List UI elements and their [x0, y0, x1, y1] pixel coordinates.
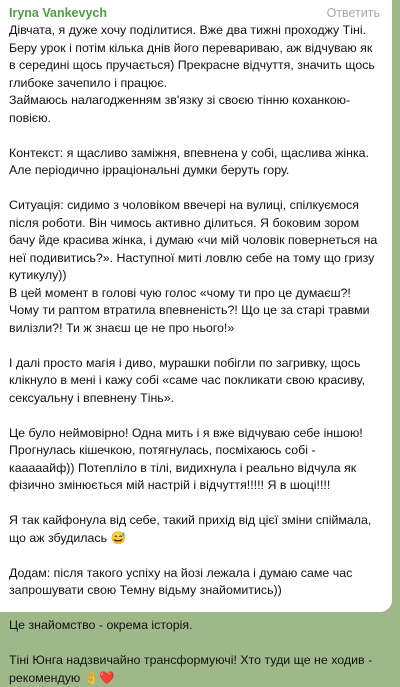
paragraph-magic: І далі просто магія і диво, мурашки побігли по загривку, щось клікнуло в мені і кажу собі «саме час покликати свою красиву, сексуальну і впевнену Тінь». [9, 355, 366, 405]
message-header [9, 4, 382, 21]
paragraph-addition: Додам: після такого успіху на йозі лежала і думаю саме час запрошувати свою Темну відьму знайомитись)) [9, 565, 353, 597]
sender-name[interactable]: Iryna Vankevych [9, 5, 107, 20]
paragraph-situation: Ситуація: сидимо з чоловіком ввечері на вулиці, спілкуємося після роботи. Він чимось активно ділиться. Я боковим зором бачу йде красива жінка, і думаю «чи мій чоловік повернеться на неї подивитись?». Наступної миті ловлю себе на тому що гризу кутикулу)) В цей момент в голові чую голос «чому ти про це думаєш?! Чому ти раптом втратила впевненість?! Що це за старі травми вилізли?! Ти ж знаєш це не про нього!» [9, 198, 378, 335]
paragraph-context: Контекст: я щасливо заміжня, впевнена у собі, щаслива жінка. Але періодично ірраціональні думки беруть гору. [9, 145, 370, 177]
paragraph-incredible: Це було неймовірно! Одна мить і я вже відчуваю себе іншою! Прогнулась кішечкою, потягнулась, посміхаюсь собі - кааааайф)) Потепліло в тілі, видихнула і реально відчула як фізично змінюється мій настрій і відчуття!!!!! Я в шоці!!!! [9, 425, 363, 492]
paragraph-enjoyed: Я так кайфонула від себе, такий прихід від цієї зміни спіймала, що аж збудилась 😅 [9, 513, 372, 545]
message-text [9, 22, 382, 687]
reply-button[interactable]: Ответить [326, 5, 380, 20]
paragraph-acquaintance: Це знайомство - окрема історія. [9, 618, 193, 632]
paragraph-intro: Дівчата, я дуже хочу поділитися. Вже два тижні проходжу Тіні. Беру урок і потім кілька днів його перевариваю, аж відчуваю як в середині щось пручається) Прекрасне відчуття, значить щось глибоке зачепило і працює. Займаюсь налагодженням зв'язку зі своєю тінню коханкою-повією. [9, 23, 375, 125]
paragraph-recommend: Тіні Юнга надзвичайно трансформуючі! Хто туди ще не ходив - рекомендую 👌❤️ [9, 653, 373, 685]
